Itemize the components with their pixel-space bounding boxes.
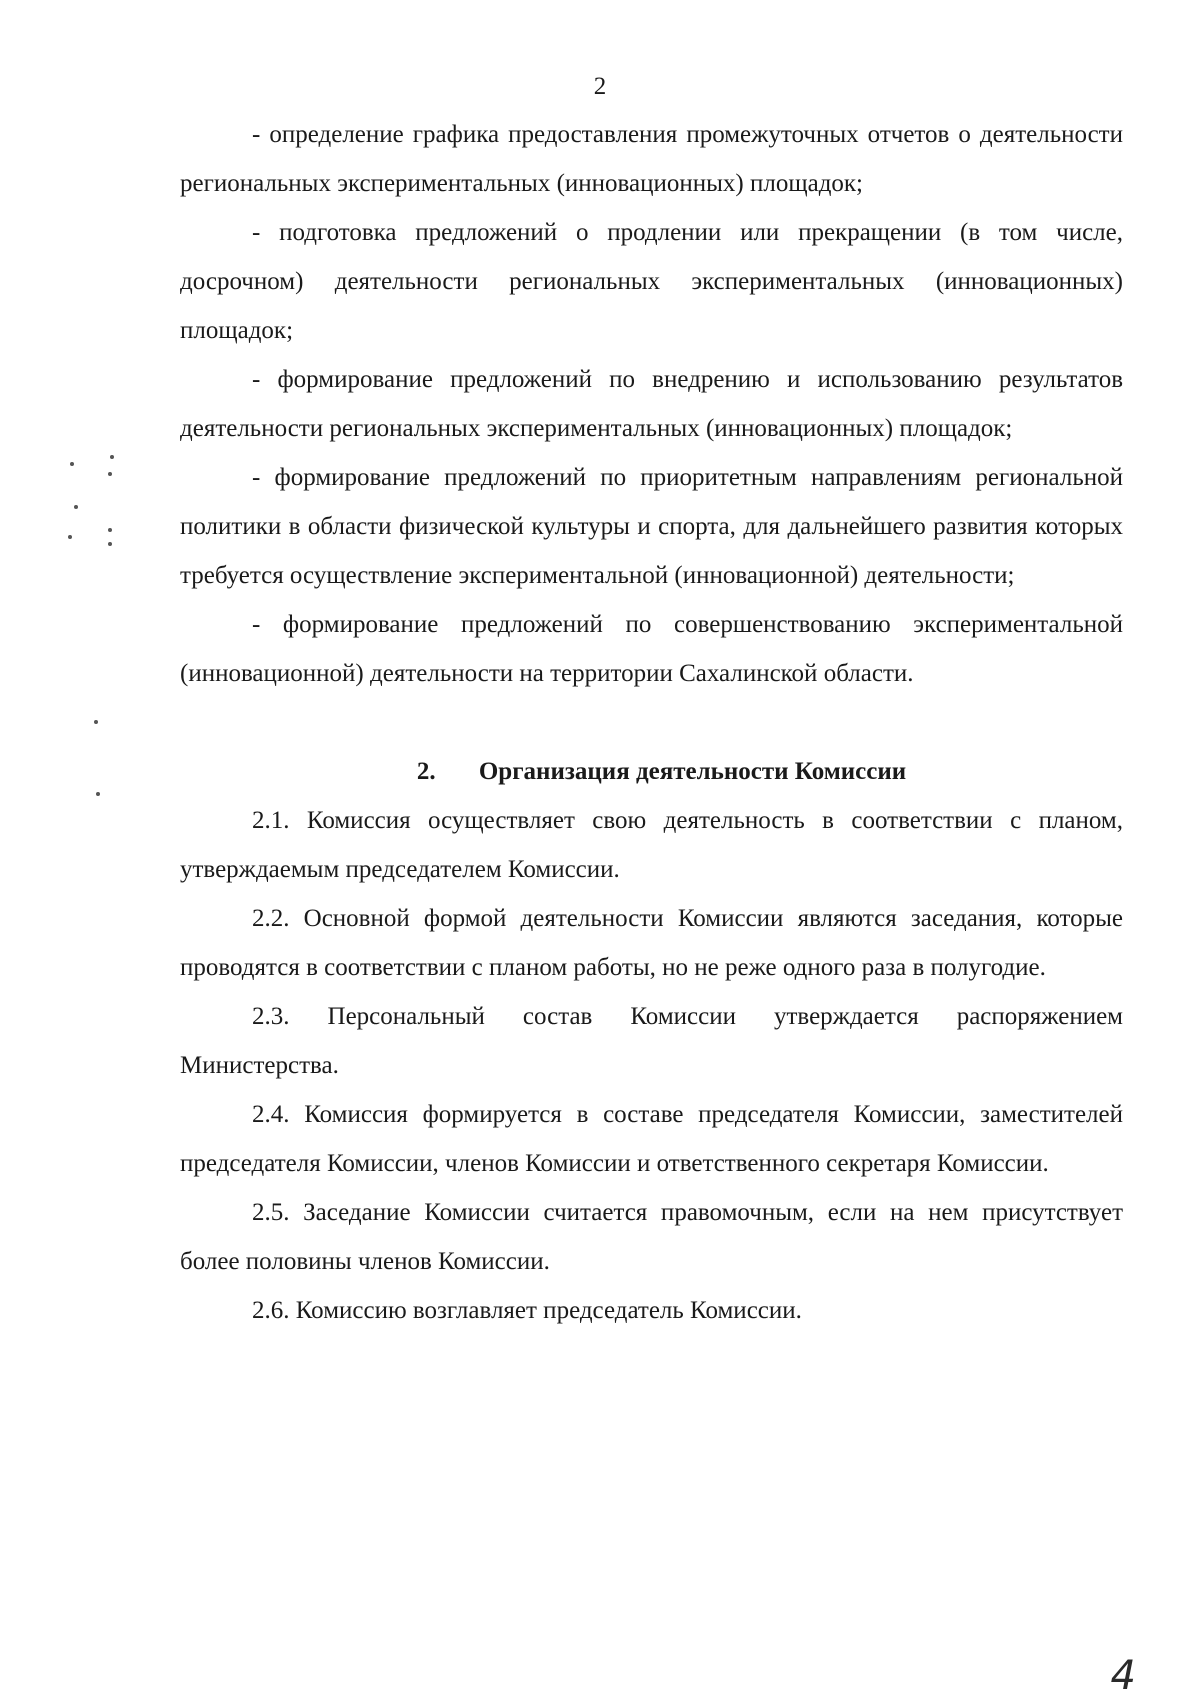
scan-speck: [74, 505, 78, 509]
section-title: Организация деятельности Комиссии: [478, 758, 907, 785]
clause: 2.5. Заседание Комиссии считается правомочным, если на нем присутствует более половины членов Комиссии.: [180, 1199, 1123, 1275]
list-item: - подготовка предложений о продлении или прекращении (в том числе, досрочном) деятельности региональных экспериментальных (инновационных) площадок;: [180, 219, 1123, 344]
section-number: 2.: [416, 758, 436, 785]
list-item: - формирование предложений по приоритетным направлениям региональной политики в области физической культуры и спорта, для дальнейшего развития которых требуется осуществление экспериментальной (инновационной) деятельности;: [180, 464, 1123, 589]
list-item: - определение графика предоставления промежуточных отчетов о деятельности региональных экспериментальных (инновационных) площадок;: [180, 121, 1123, 197]
handwritten-page-mark: 4: [1110, 1653, 1136, 1699]
clause: 2.4. Комиссия формируется в составе председателя Комиссии, заместителей председателя Комиссии, членов Комиссии и ответственного секретаря Комиссии.: [180, 1101, 1123, 1177]
scan-speck: [108, 472, 112, 476]
scan-speck: [68, 535, 72, 539]
clause: 2.1. Комиссия осуществляет свою деятельность в соответствии с планом, утверждаемым председателем Комиссии.: [180, 807, 1123, 883]
scan-speck: [108, 542, 112, 546]
scan-speck: [94, 720, 98, 724]
section-heading: [180, 747, 1123, 796]
scan-speck: [108, 528, 112, 532]
scan-speck: [70, 462, 74, 466]
list-item: - формирование предложений по внедрению и использованию результатов деятельности региональных экспериментальных (инновационных) площадок;: [180, 366, 1123, 442]
document-body: [180, 110, 1123, 1335]
scan-speck: [110, 455, 114, 459]
clause: 2.2. Основной формой деятельности Комиссии являются заседания, которые проводятся в соответствии с планом работы, но не реже одного раза в полугодие.: [180, 905, 1123, 981]
clause: 2.3. Персональный состав Комиссии утверждается распоряжением Министерства.: [180, 1003, 1123, 1079]
page-number: 2: [593, 73, 607, 100]
list-item: - формирование предложений по совершенствованию экспериментальной (инновационной) деятельности на территории Сахалинской области.: [180, 611, 1123, 687]
scan-speck: [96, 792, 100, 796]
clause: 2.6. Комиссию возглавляет председатель Комиссии.: [252, 1297, 802, 1324]
